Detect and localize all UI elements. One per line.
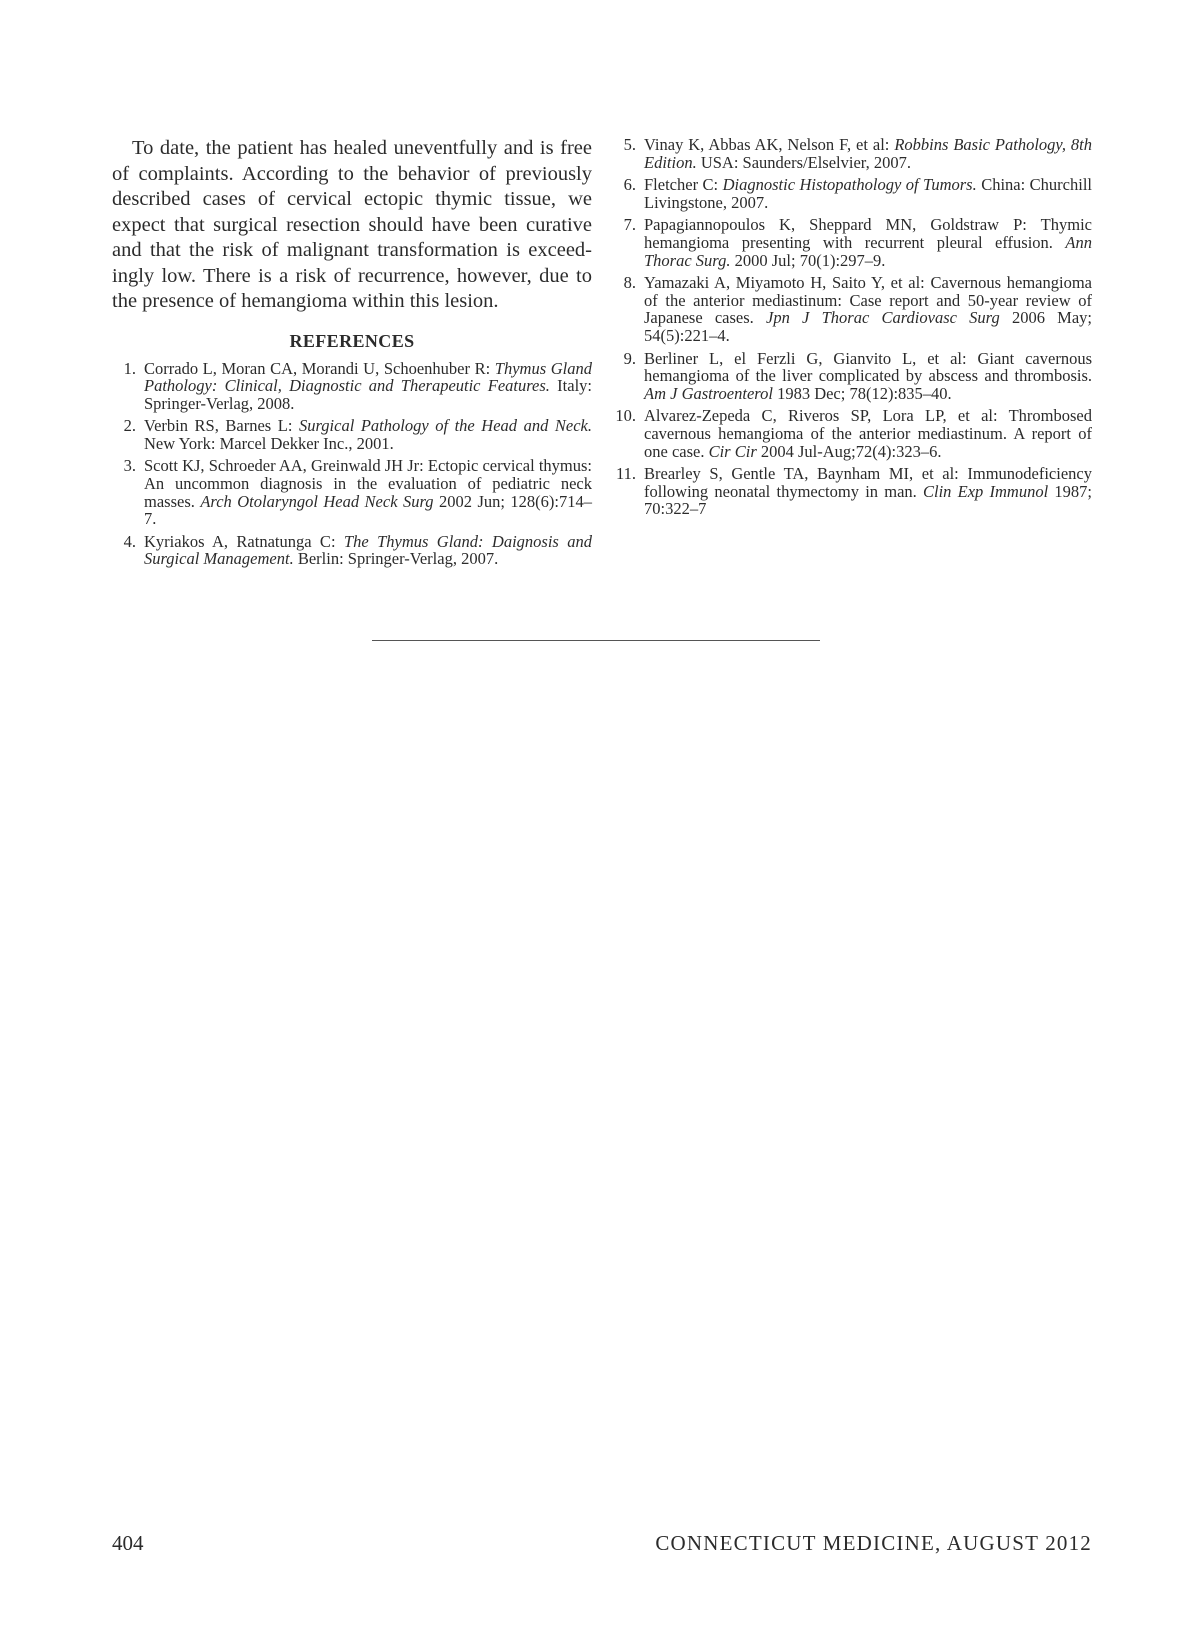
- page-number: 404: [112, 1531, 144, 1555]
- reference-source: Berlin: Springer-Verlag, 2007.: [293, 549, 499, 569]
- reference-number: 3.: [123, 456, 136, 476]
- reference-source: USA: Saunders/Elselvier, 2007.: [696, 152, 911, 172]
- reference-number: 11.: [615, 464, 636, 484]
- reference-authors: Verbin RS, Barnes L:: [144, 416, 299, 436]
- section-divider: [372, 640, 820, 641]
- reference-authors: Brearley S, Gentle TA, Baynham MI, et al: Immunodeficiency following neonatal thymectomy in man.: [644, 464, 1092, 501]
- reference-number: 6.: [623, 175, 636, 195]
- reference-authors: Alvarez-Zepeda C, Riveros SP, Lora LP, et al: Thrombosed cavernous hemangioma of the anterior mediastinum. A report of one case.: [644, 406, 1092, 461]
- reference-list: [112, 360, 592, 569]
- reference-item: [112, 533, 592, 568]
- reference-item: [612, 136, 1092, 171]
- reference-source: 1987; 70:322–7: [644, 481, 1092, 519]
- reference-number: 7.: [623, 215, 636, 235]
- reference-item: [612, 407, 1092, 460]
- reference-list-continued: [612, 136, 1092, 518]
- reference-authors: Vinay K, Abbas AK, Nelson F, et al:: [644, 135, 895, 154]
- reference-number: 4.: [123, 531, 136, 551]
- reference-number: 1.: [123, 358, 136, 378]
- reference-authors: Scott KJ, Schroeder AA, Greinwald JH Jr: Ectopic cervical thymus: An uncommon diagnosis in the evaluation of pediatric neck masses.: [144, 456, 592, 511]
- reference-number: 9.: [623, 348, 636, 368]
- reference-authors: Fletcher C:: [644, 175, 723, 195]
- reference-number: 8.: [623, 273, 636, 293]
- reference-title: Robbins Basic Pathology, 8th Edition.: [644, 135, 1092, 172]
- journal-running-footer: CONNECTICUT MEDICINE, AUGUST 2012: [655, 1531, 1092, 1555]
- reference-title: Cir Cir: [708, 441, 757, 461]
- reference-authors: Kyriakos A, Ratnatunga C:: [144, 531, 344, 551]
- reference-authors: Yamazaki A, Miyamoto H, Saito Y, et al: Cavernous hemangioma of the anterior mediastinum: Case report and 50-year review of Japanese cases.: [644, 273, 1092, 328]
- reference-title: Thymus Gland Pathology: Clinical, Diagnostic and Therapeutic Features.: [144, 358, 592, 396]
- reference-title: Diagnostic Histopathology of Tumors.: [722, 175, 977, 195]
- left-column: [112, 136, 592, 573]
- reference-source: 2006 May; 54(5):221–4.: [644, 308, 1092, 345]
- reference-item: [612, 176, 1092, 211]
- reference-item: [112, 457, 592, 527]
- reference-item: [612, 274, 1092, 344]
- reference-source: 2000 Jul; 70(1):297–9.: [730, 250, 886, 270]
- body-paragraph: To date, the patient has healed uneventfully and is free of complaints. According to the behavior of previously described cases of cervical ectopic thymic tissue, we expect that surgical resection should have been curative and that the risk of malignant transformation is exceedingly low. There is a risk of recurrence, however, due to the presence of hemangioma within this lesion.: [112, 137, 592, 312]
- reference-source: New York: Marcel Dekker Inc., 2001.: [144, 433, 394, 453]
- reference-number: 5.: [623, 135, 636, 154]
- references-heading: REFERENCES: [289, 330, 415, 351]
- reference-title: Clin Exp Immunol: [923, 481, 1049, 501]
- reference-item: [112, 360, 592, 413]
- reference-title: The Thymus Gland: Daignosis and Surgical Management.: [144, 531, 592, 569]
- reference-source: 2004 Jul-Aug;72(4):323–6.: [756, 441, 942, 461]
- reference-source: Italy: Springer-Verlag, 2008.: [144, 376, 592, 413]
- right-column: [612, 136, 1092, 523]
- reference-item: [612, 216, 1092, 269]
- reference-title: Am J Gastroenterol: [644, 383, 773, 403]
- reference-item: [612, 465, 1092, 518]
- reference-item: [612, 350, 1092, 403]
- reference-number: 10.: [615, 406, 636, 426]
- reference-authors: Berliner L, el Ferzli G, Gianvito L, et al: Giant cavernous hemangioma of the liver complicated by abscess and thrombosis.: [644, 348, 1092, 386]
- reference-title: Jpn J Thorac Cardiovasc Surg: [766, 308, 1000, 328]
- reference-source: 1983 Dec; 78(12):835–40.: [772, 383, 952, 403]
- reference-source: 2002 Jun; 128(6):714–7.: [144, 491, 592, 529]
- reference-number: 2.: [123, 416, 136, 436]
- reference-title: Arch Otolaryngol Head Neck Surg: [200, 491, 434, 511]
- reference-title: Ann Thorac Surg.: [644, 232, 1092, 270]
- reference-authors: Corrado L, Moran CA, Morandi U, Schoenhuber R:: [144, 358, 495, 378]
- reference-title: Surgical Pathology of the Head and Neck.: [298, 416, 592, 436]
- reference-item: [112, 417, 592, 452]
- reference-authors: Papagiannopoulos K, Sheppard MN, Goldstraw P: Thymic hemangioma presenting with recurrent pleural effusion.: [644, 215, 1092, 252]
- reference-source: China: Churchill Livingstone, 2007.: [644, 175, 1093, 212]
